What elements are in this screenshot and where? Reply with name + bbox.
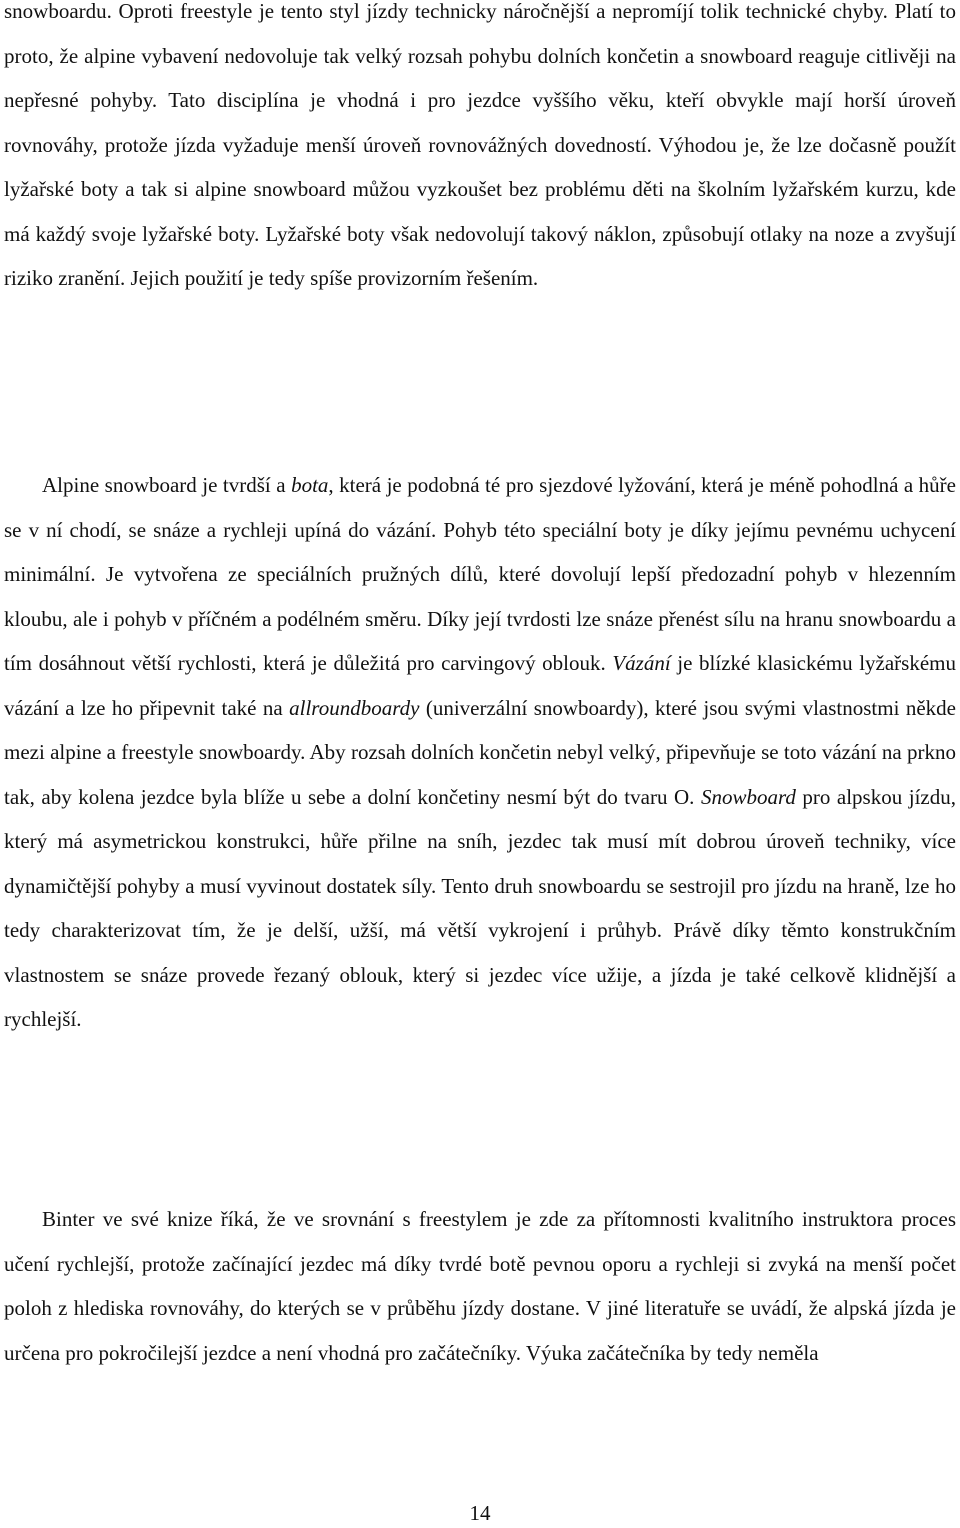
page-number: 14 [469,1501,491,1525]
italic-term: allroundboardy [289,695,420,720]
paragraph-text: snowboardu. Oproti freestyle je tento styl jízdy technicky náročnější a nepromíjí tolik technické chyby. Platí to proto, že alpine vybavení nedovoluje tak velký rozsah pohybu dolních končetin a snowboard reaguje citlivěji na nepřesné pohyby. Tato disciplína je vhodná i pro jezdce vyššího věku, kteří obvykle mají horší úroveň rovnováhy, protože jízda vyžaduje menší úroveň rovnovážných dovedností. Výhodou je, že lze dočasně použít lyžařské boty a tak si alpine snowboard můžou vyzkoušet bez problému děti na školním lyžařském kurzu, kde má každý svoje lyžařské boty. Lyžařské boty však nedovolují takový náklon, způsobují otlaky na noze a zvyšují riziko zranění. Jejich použití je tedy spíše provizorním řešením. [4,0,956,290]
paragraph [4,0,956,301]
paragraph-text: pro alpskou jízdu, který má asymetrickou konstrukci, hůře přilne na sníh, jezdec tak musí mít dobrou úroveň techniky, více dynamičtější pohyby a musí vyvinout dostatek síly. Tento druh snowboardu se sestrojil pro jízdu na hraně, lze ho tedy charakterizovat tím, že je delší, užší, má větší vykrojení i průhyb. Právě díky těmto konstrukčním vlastnostem se snáze provede řezaný oblouk, který si jezdec více užije, a jízda je také celkově klidnější a rychlejší. [4,784,956,1031]
paragraph-text: , která je podobná té pro sjezdové lyžování, která je méně pohodlná a hůře se v ní chodí, se snáze a rychleji upíná do vázání. Pohyb této speciální boty je díky jejímu pevnému uchycení minimální. Je vytvořena ze speciálních pružných dílů, které dovolují lepší předozadní pohyb v hlezenním kloubu, ale i pohyb v příčném a podélném směru. Díky její tvrdosti lze snáze přenést sílu na hranu snowboardu a tím dosáhnout větší rychlosti, která je důležitá pro carvingový oblouk. [4,473,957,675]
italic-term: bota [291,473,329,497]
paragraph [4,1197,956,1375]
italic-term: Vázání [612,651,671,675]
paragraph-text: Alpine snowboard je tvrdší a [42,473,292,497]
paragraph-text: Binter ve své knize říká, že ve srovnání s freestylem je zde za přítomnosti kvalitního instruktora proces učení rychlejší, protože začínající jezdec má díky tvrdé botě pevnou oporu a rychleji si zvyká na menší počet poloh z hlediska rovnováhy, do kterých se v průběhu jízdy dostane. V jiné literatuře se uvádí, že alpská jízda je určena pro pokročilejší jezdce a není vhodná pro začátečníky. Výuka začátečníka by tedy neměla [4,1207,956,1365]
paragraph-text: (univerzální snowboardy), které jsou svými vlastnostmi někde mezi alpine a freestyle snowboardy. Aby rozsah dolních končetin nebyl velký, připevňuje se toto vázání na prkno tak, aby kolena jezdce byla blíže u sebe a dolní končetiny nesmí být do tvaru O. [4,695,956,809]
italic-term: Snowboard [700,784,796,809]
paragraph-text: je blízké klasickému lyžařskému vázání a lze ho připevnit také na [4,651,956,720]
paragraph [4,463,956,1042]
